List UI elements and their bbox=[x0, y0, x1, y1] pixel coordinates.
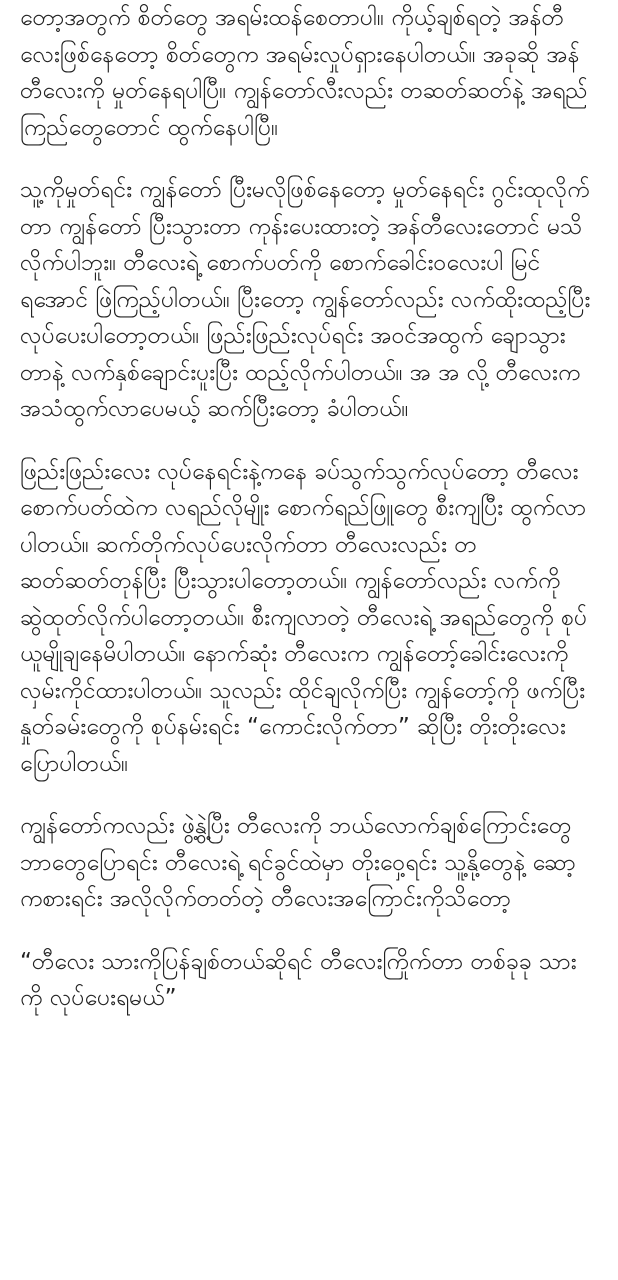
paragraph-1: တော့အတွက် စိတ်တွေ အရမ်းထန်စေတာပါ။ ကိုယ့်ချစ်ရတဲ့ အန်တီလေးဖြစ်နေတော့ စိတ်တွေက အရမ်းလှုပ်ရှားနေပါတယ်။ အခုဆို အန်တီလေးကို မှုတ်နေရပါပြီ။ ကျွန်တော်လီးလည်း တဆတ်ဆတ်နဲ့ အရည်ကြည်တွေတောင် ထွက်နေပါပြီ။ bbox=[20, 5, 588, 141]
paragraph-5: “တီလေး သားကိုပြန်ချစ်တယ်ဆိုရင် တီလေးကြိုက်တာ တစ်ခုခု သားကို လုပ်ပေးရမယ်” bbox=[20, 948, 577, 1011]
paragraph-2: သူ့ကိုမှုတ်ရင်း ကျွန်တော် ပြီးမလိုဖြစ်နေတော့ မှုတ်နေရင်း ဂွင်းထုလိုက်တာ ကျွန်တော် ပြီးသွားတာ ကုန်းပေးထားတဲ့ အန်တီလေးတောင် မသိလိုက်ပါဘူး။ တီလေးရဲ့ စောက်ပတ်ကို စောက်ခေါင်းဝလေးပါ မြင်ရအောင် ဖြဲကြည့်ပါတယ်။ ပြီးတော့ ကျွန်တော်လည်း လက်ထိုးထည့်ပြီး လုပ်ပေးပါတော့တယ်။ ဖြည်းဖြည်းလုပ်ရင်း အဝင်အထွက် ချောသွားတာနဲ့ လက်နှစ်ချောင်းပူးပြီး ထည့်လိုက်ပါတယ်။ အ အ လို့ တီလေးက အသံထွက်လာပေမယ့် ဆက်ပြီးတော့ ခံပါတယ်။ bbox=[20, 177, 591, 422]
paragraph-3: ဖြည်းဖြည်းလေး လုပ်နေရင်းနဲ့ကနေ ခပ်သွက်သွက်လုပ်တော့ တီလေးစောက်ပတ်ထဲက လရည်လိုမျိုး စောက်ရည်ဖြူတွေ စီးကျပြီး ထွက်လာပါတယ်။ ဆက်တိုက်လုပ်ပေးလိုက်တာ တီလေးလည်း တဆတ်ဆတ်တုန်ပြီး ပြီးသွားပါတော့တယ်။ ကျွန်တော်လည်း လက်ကို ဆွဲထုတ်လိုက်ပါတော့တယ်။ စီးကျလာတဲ့ တီလေးရဲ့ အရည်တွေကို စုပ်ယူမျိုချနေမိပါတယ်။ နောက်ဆုံး တီလေးက ကျွန်တော့်ခေါင်းလေးကို လှမ်းကိုင်ထားပါတယ်။ သူလည်း ထိုင်ချလိုက်ပြီး ကျွန်တော့်ကို ဖက်ပြီး နှုတ်ခမ်းတွေကို စုပ်နမ်းရင်း “ကောင်းလိုက်တာ” ဆိုပြီး တိုးတိုးလေး ပြောပါတယ်။ bbox=[20, 458, 588, 777]
paragraph-4: ကျွန်တော်ကလည်း ဖွဲ့နွဲ့ပြီး တီလေးကို ဘယ်လောက်ချစ်ကြောင်းတွေ ဘာတွေပြောရင်း တီလေးရဲ့ ရင်ခွင်ထဲမှာ တိုးဝှေ့ရင်း သူ့နို့တွေနဲ့ ဆော့ကစားရင်း အလိုလိုက်တတ်တဲ့ တီလေးအကြောင်းကိုသိတော့ bbox=[20, 813, 576, 912]
